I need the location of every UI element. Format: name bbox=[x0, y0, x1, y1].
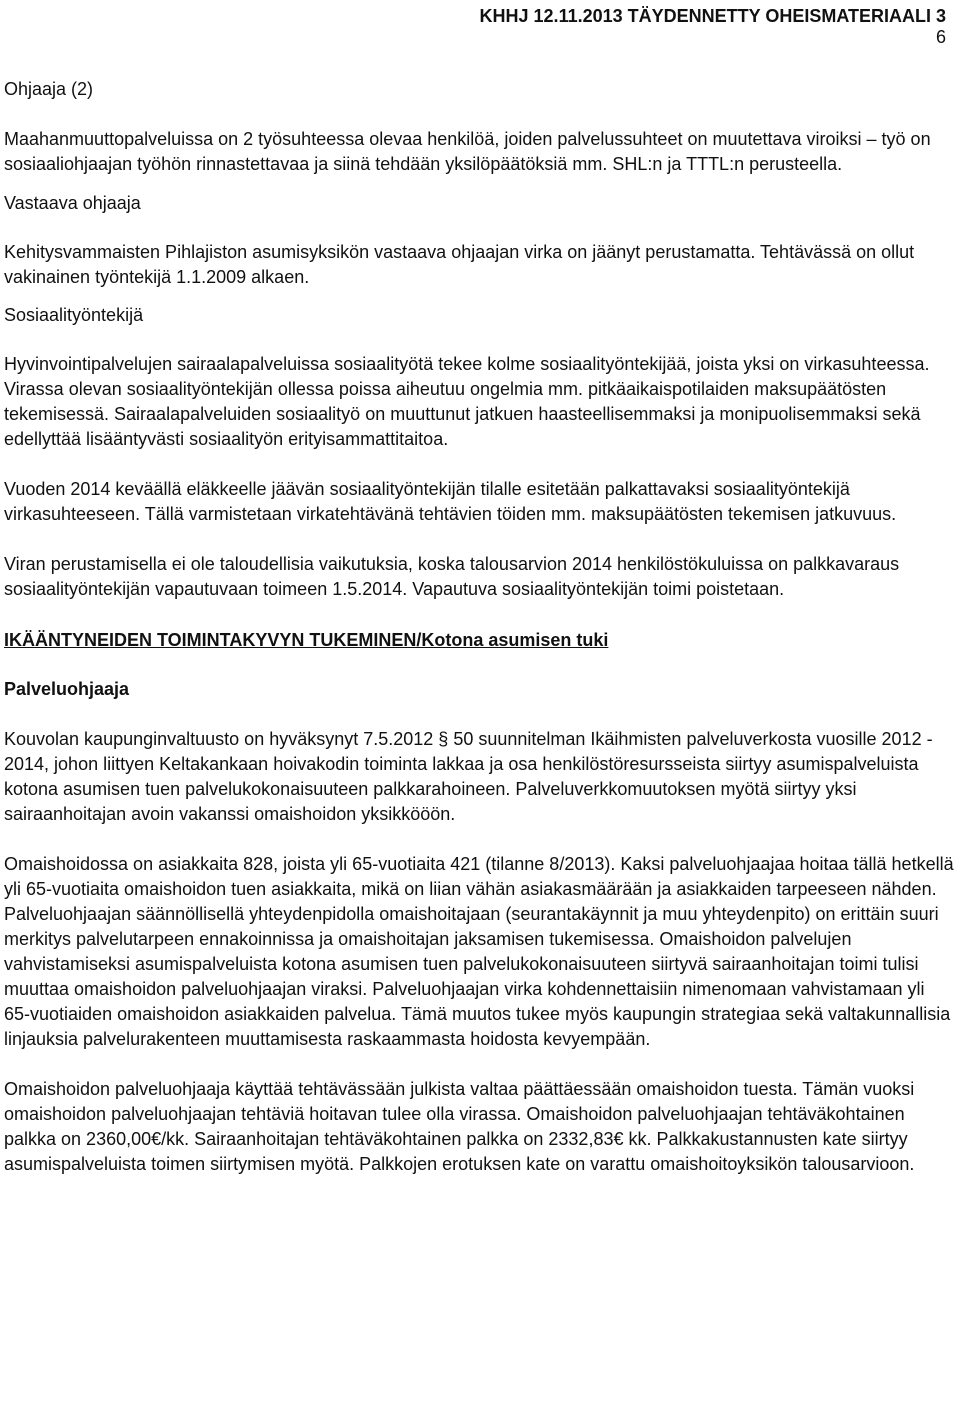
section-heading-ikaantyneet: IKÄÄNTYNEIDEN TOIMINTAKYVYN TUKEMINEN/Kotona asumisen tuki bbox=[4, 630, 609, 650]
paragraph-omaishoito: Omaishoidossa on asiakkaita 828, joista yli 65-vuotiaita 421 (tilanne 8/2013). Kaksi palveluohjaajaa hoitaa tällä hetkellä yli 65-vuotiaita omaishoidon tuen asiakkaita, mikä on liian vähän asiakasmäärään ja asiakkaiden tarpeeseen nähden. Palveluohjaajan säännöllisellä yhteydenpidolla omaishoitajaan (seurantakäynnit ja muu yhteydenpito) on erittäin suuri merkitys palvelutarpeen ennakoinnissa ja omaishoitajan jaksamisen tukemisessa. Omaishoidon palvelujen vahvistamiseksi asumispalveluista kotona asumisen tuen palvelukokonaisuuteen siirtyvä sairaanhoitajan toimi tulisi muuttaa omaishoidon palveluohjaajan viraksi. Palveluohjaajan virka kohdennettaisiin nimenomaan vahvistamaan yli 65-vuotiaiden omaishoidon asiakkaiden palvelua. Tämä muutos tukee myös kaupungin strategiaa sekä valtakunnallisia linjauksia palvelurakenteen muuttamisesta raskaammasta hoidosta kevyempään. bbox=[4, 854, 954, 1049]
header-title: KHHJ 12.11.2013 TÄYDENNETTY OHEISMATERIAALI 3 bbox=[479, 6, 946, 26]
paragraph-sairaalapalvelut: Hyvinvointipalvelujen sairaalapalveluissa sosiaalityötä tekee kolme sosiaalityöntekijää, joista yksi on virkasuhteessa. Virassa olevan sosiaalityöntekijän ollessa poissa aiheutuu ongelmia mm. pitkäaikaispotilaiden maksupäätösten tekemisessä. Sairaalapalveluiden sosiaalityö on muuttunut jatkuen haasteellisemmaksi ja monipuolisemmaksi sekä edellyttää lisääntyvästi sosiaalityön erityisammattitaitoa. bbox=[4, 354, 930, 449]
paragraph-vuoden-2014: Vuoden 2014 keväällä eläkkeelle jäävän sosiaalityöntekijän tilalle esitetään palkattavaksi sosiaalityöntekijä virkasuhteeseen. Tällä varmistetaan virkatehtävänä tehtävien töiden mm. maksupäätösten tekemisen jatkuvuus. bbox=[4, 479, 897, 524]
heading-sosiaalityontekija: Sosiaalityöntekijä bbox=[4, 305, 144, 325]
page-number: 6 bbox=[935, 27, 946, 47]
paragraph-kaupunginvaltuusto: Kouvolan kaupunginvaltuusto on hyväksynyt 7.5.2012 § 50 suunnitelman Ikäihmisten palveluverkosta vuosille 2012 - 2014, johon liittyen Keltakankaan hoivakodin toiminta lakkaa ja osa henkilöstöresursseista siirtyy asumispalveluista kotona asumisen tuen palvelukokonaisuuteen palkkarahoineen. Palveluverkkomuutoksen myötä siirtyy yksi sairaanhoitajan avoin vakanssi omaishoidon yksikkööön. bbox=[4, 729, 933, 824]
paragraph-vastaava-ohjaaja: Kehitysvammaisten Pihlajiston asumisyksikön vastaava ohjaajan virka on jäänyt perustamatta. Tehtävässä on ollut vakinainen työntekijä 1.1.2009 alkaen. bbox=[4, 242, 915, 287]
heading-palveluohjaaja: Palveluohjaaja bbox=[4, 679, 130, 699]
document-body bbox=[4, 77, 954, 1177]
heading-vastaava-ohjaaja: Vastaava ohjaaja bbox=[4, 193, 141, 213]
paragraph-palkkaus: Omaishoidon palveluohjaaja käyttää tehtävässään julkista valtaa päättäessään omaishoidon tuesta. Tämän vuoksi omaishoidon palveluohjaajan tehtäviä hoitavan tulee olla virassa. Omaishoidon palveluohjaajan tehtäväkohtainen palkka on 2360,00€/kk. Sairaanhoitajan tehtäväkohtainen palkka on 2332,83€ kk. Palkkakustannusten kate siirtyy asumispalveluista toimen siirtymisen myötä. Palkkojen erotuksen kate on varattu omaishoitoyksikön talousarvioon. bbox=[4, 1079, 915, 1174]
heading-ohjaaja: Ohjaaja (2) bbox=[4, 79, 94, 99]
paragraph-taloudelliset-vaikutukset: Viran perustamisella ei ole taloudellisia vaikutuksia, koska talousarvion 2014 henkilöstökuluissa on palkkavaraus sosiaalityöntekijän vapautuvaan toimeen 1.5.2014. Vapautuva sosiaalityöntekijän toimi poistetaan. bbox=[4, 554, 900, 599]
document-header bbox=[480, 6, 946, 48]
paragraph-ohjaaja: Maahanmuuttopalveluissa on 2 työsuhteessa olevaa henkilöä, joiden palvelussuhteet on muutettava viroiksi – työ on sosiaaliohjaajan työhön rinnastettavaa ja siinä tehdään yksilöpäätöksiä mm. SHL:n ja TTTL:n perusteella. bbox=[4, 129, 931, 174]
